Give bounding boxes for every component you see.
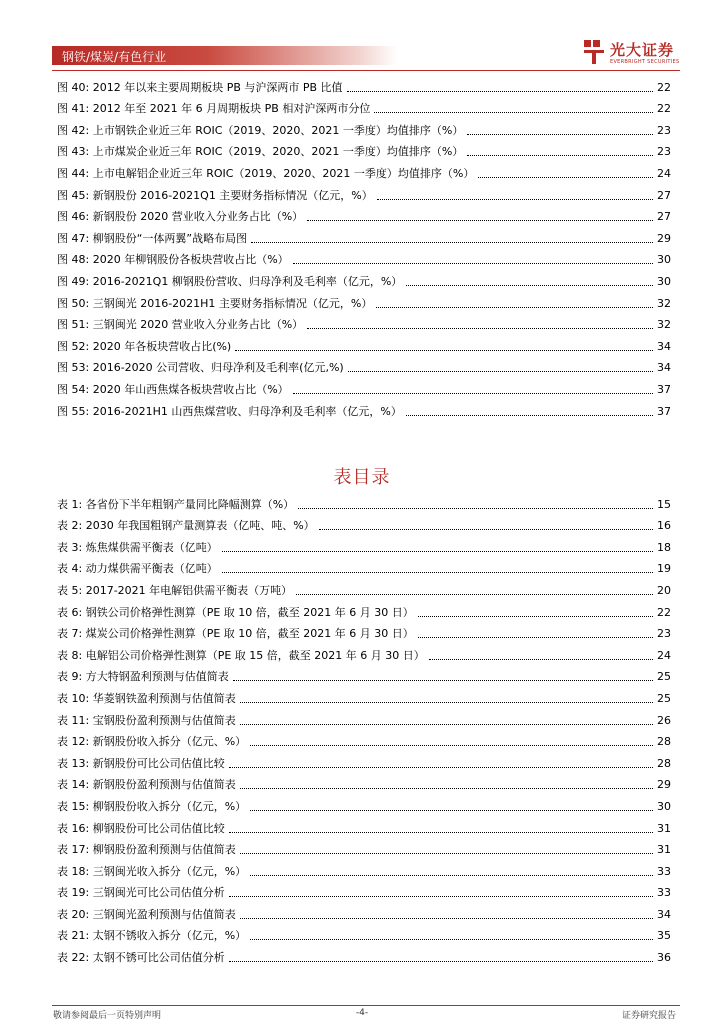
figure-entry-page: 24 — [657, 166, 671, 180]
figure-entry-label: 图 53: — [57, 361, 90, 375]
dot-leader — [250, 939, 653, 940]
table-entry-page: 26 — [657, 713, 671, 727]
table-entry-page: 34 — [657, 907, 671, 921]
figure-entry[interactable] — [57, 311, 670, 333]
table-entry-title — [57, 498, 294, 512]
table-entry[interactable] — [57, 555, 670, 577]
table-entry-text: 钢铁公司价格弹性测算（PE 取 10 倍，截至 2021 年 6 月 30 日） — [85, 605, 414, 619]
table-entry-page: 28 — [657, 756, 671, 770]
figure-entry-label: 图 40: — [57, 80, 90, 94]
figure-entry-label: 图 54: — [57, 382, 90, 396]
dot-leader — [235, 350, 653, 351]
table-entry-title — [57, 735, 246, 749]
table-entry-label: 表 17: — [57, 843, 90, 857]
figure-entry-label: 图 43: — [57, 145, 90, 159]
figure-entry-page: 29 — [657, 231, 671, 245]
table-entry-page: 22 — [657, 605, 671, 619]
figure-entry-label: 图 50: — [57, 296, 90, 310]
figure-entry-text: 上市电解铝企业近三年 ROIC（2019、2020、2021 一季度）均值排序（%） — [92, 166, 475, 180]
table-entry-page: 18 — [657, 540, 671, 554]
table-entry-label: 表 8: — [57, 648, 83, 662]
table-entry-text: 太钢不锈收入拆分（亿元，%） — [92, 929, 247, 943]
table-entry-label: 表 6: — [57, 605, 83, 619]
figure-entry-title — [57, 124, 463, 138]
figure-entry-text: 2020 年山西焦煤各板块营收占比（%） — [92, 382, 289, 396]
dot-leader — [298, 508, 653, 509]
table-entry-page: 28 — [657, 735, 671, 749]
table-entry-page: 29 — [657, 778, 671, 792]
table-entry-page: 15 — [657, 497, 671, 511]
table-entry-text: 宝钢股份盈利预测与估值简表 — [92, 713, 236, 727]
figure-entry-title — [57, 340, 231, 354]
figure-entry-text: 上市煤炭企业近三年 ROIC（2019、2020、2021 一季度）均值排序（%） — [92, 145, 464, 159]
table-entry-title — [57, 778, 236, 792]
figure-entry[interactable] — [57, 332, 670, 354]
table-entry-title — [57, 908, 236, 922]
header-sector-label: 钢铁/煤炭/有色行业 — [62, 50, 167, 64]
table-entry-text: 炼焦煤供需平衡表（亿吨） — [85, 540, 218, 554]
figure-entry-page: 32 — [657, 318, 671, 332]
table-entry-label: 表 4: — [57, 562, 83, 576]
figure-entry[interactable] — [57, 159, 670, 181]
table-entry-text: 2030 年我国粗钢产量测算表（亿吨、吨、%） — [85, 519, 315, 533]
figure-entry-text: 2020 年各板块营收占比(%) — [92, 339, 232, 353]
table-entry-title — [57, 757, 225, 771]
figure-entry-text: 三钢闽光 2016-2021H1 主要财务指标情况（亿元，%） — [92, 296, 373, 310]
table-entry[interactable] — [57, 922, 670, 944]
dot-leader — [222, 551, 653, 552]
dot-leader — [418, 616, 653, 617]
figure-entry-label: 图 48: — [57, 253, 90, 267]
figure-entry-title — [57, 405, 402, 419]
table-entry-title — [57, 822, 225, 836]
dot-leader — [229, 767, 653, 768]
table-entry-title — [57, 865, 246, 879]
table-entry[interactable] — [57, 771, 670, 793]
dot-leader — [240, 724, 653, 725]
footer-report-type: 证券研究报告 — [621, 1011, 676, 1021]
table-entry-text: 太钢不锈可比公司估值分析 — [92, 951, 225, 965]
dot-leader — [376, 307, 653, 308]
table-entry-page: 33 — [657, 864, 671, 878]
figure-entry-page: 22 — [657, 80, 671, 94]
dot-leader — [467, 134, 653, 135]
table-entry-label: 表 15: — [57, 799, 90, 813]
figure-entry[interactable] — [57, 354, 670, 376]
figure-entry-page: 23 — [657, 145, 671, 159]
dot-leader — [229, 896, 653, 897]
table-list — [57, 490, 670, 965]
table-entry-text: 新钢股份可比公司估值比较 — [92, 756, 225, 770]
dot-leader — [240, 918, 653, 919]
figure-entry-page: 37 — [657, 382, 671, 396]
figure-entry[interactable] — [57, 224, 670, 246]
table-entry[interactable] — [57, 533, 670, 555]
table-entry-text: 三钢闽光盈利预测与估值简表 — [92, 907, 236, 921]
table-entry-label: 表 19: — [57, 886, 90, 900]
dot-leader — [406, 415, 653, 416]
table-entry[interactable] — [57, 706, 670, 728]
table-entry-label: 表 5: — [57, 583, 83, 597]
figure-entry[interactable] — [57, 138, 670, 160]
dot-leader — [319, 529, 653, 530]
table-entry-label: 表 12: — [57, 735, 90, 749]
table-entry-title — [57, 800, 246, 814]
table-entry-title — [57, 886, 225, 900]
table-section-title: 表目录 — [333, 467, 391, 488]
table-entry-page: 19 — [657, 562, 671, 576]
table-entry-label: 表 22: — [57, 951, 90, 965]
dot-leader — [250, 810, 653, 811]
table-entry-title — [57, 843, 236, 857]
figure-entry-label: 图 49: — [57, 274, 90, 288]
dot-leader — [250, 745, 653, 746]
table-entry-label: 表 20: — [57, 907, 90, 921]
figure-entry-label: 图 46: — [57, 210, 90, 224]
figure-entry-title — [57, 275, 402, 289]
figure-entry-text: 2012 年至 2021 年 6 月周期板块 PB 相对沪深两市分位 — [92, 102, 371, 116]
table-entry[interactable] — [57, 749, 670, 771]
figure-entry-text: 2016-2020 公司营收、归母净利及毛利率(亿元,%) — [92, 361, 344, 375]
table-entry-title — [57, 692, 236, 706]
table-entry-label: 表 10: — [57, 691, 90, 705]
figure-entry[interactable] — [57, 289, 670, 311]
figure-entry-text: 2020 年柳钢股份各板块营收占比（%） — [92, 253, 289, 267]
figure-entry-label: 图 55: — [57, 404, 90, 418]
header-divider — [52, 70, 680, 71]
table-entry-label: 表 9: — [57, 670, 83, 684]
table-entry-text: 柳钢股份可比公司估值比较 — [92, 821, 225, 835]
table-entry-title — [57, 649, 425, 663]
table-entry-label: 表 21: — [57, 929, 90, 943]
dot-leader — [429, 659, 653, 660]
table-entry-label: 表 14: — [57, 778, 90, 792]
table-entry-title — [57, 714, 236, 728]
figure-entry-page: 34 — [657, 339, 671, 353]
table-entry-label: 表 13: — [57, 756, 90, 770]
figure-entry-title — [57, 167, 474, 181]
figure-entry-page: 27 — [657, 188, 671, 202]
figure-entry-title — [57, 232, 247, 246]
table-entry-title — [57, 929, 246, 943]
dot-leader — [467, 155, 653, 156]
table-entry-title — [57, 627, 414, 641]
figure-entry-text: 2012 年以来主要周期板块 PB 与沪深两市 PB 比值 — [92, 80, 343, 94]
figure-entry-title — [57, 210, 303, 224]
table-entry-page: 16 — [657, 519, 671, 533]
table-entry[interactable] — [57, 663, 670, 685]
table-entry[interactable] — [57, 879, 670, 901]
figure-entry[interactable] — [57, 95, 670, 117]
table-entry-text: 新钢股份收入拆分（亿元、%） — [92, 735, 247, 749]
dot-leader — [240, 853, 653, 854]
header-sector-bar — [52, 46, 397, 65]
table-entry-text: 柳钢股份盈利预测与估值简表 — [92, 843, 236, 857]
dot-leader — [229, 832, 653, 833]
table-entry-title — [57, 519, 315, 533]
table-entry[interactable] — [57, 576, 670, 598]
dot-leader — [307, 328, 653, 329]
figure-entry-title — [57, 383, 289, 397]
dot-leader — [374, 112, 653, 113]
figure-entry-label: 图 45: — [57, 188, 90, 202]
dot-leader — [296, 594, 653, 595]
table-entry-label: 表 11: — [57, 713, 90, 727]
figure-entry-page: 32 — [657, 296, 671, 310]
brand-logo-icon — [582, 38, 608, 66]
figure-entry-text: 上市钢铁企业近三年 ROIC（2019、2020、2021 一季度）均值排序（%） — [92, 123, 464, 137]
table-entry-page: 31 — [657, 843, 671, 857]
table-entry-page: 35 — [657, 929, 671, 943]
dot-leader — [406, 285, 653, 286]
figure-entry-page: 34 — [657, 361, 671, 375]
figure-entry[interactable] — [57, 116, 670, 138]
figure-entry[interactable] — [57, 73, 670, 95]
table-entry-label: 表 1: — [57, 497, 83, 511]
table-entry[interactable] — [57, 490, 670, 512]
dot-leader — [478, 177, 653, 178]
figure-entry-label: 图 41: — [57, 102, 90, 116]
figure-entry-title — [57, 297, 372, 311]
footer-page-number: -4- — [355, 1008, 369, 1018]
table-entry-page: 36 — [657, 951, 671, 965]
figure-entry[interactable] — [57, 203, 670, 225]
figure-entry[interactable] — [57, 375, 670, 397]
figure-entry-text: 新钢股份 2020 营业收入分业务占比（%） — [92, 210, 304, 224]
table-entry-page: 25 — [657, 691, 671, 705]
table-entry-page: 25 — [657, 670, 671, 684]
table-entry[interactable] — [57, 598, 670, 620]
table-entry-page: 30 — [657, 799, 671, 813]
figure-entry[interactable] — [57, 181, 670, 203]
table-entry-text: 动力煤供需平衡表（亿吨） — [85, 562, 218, 576]
table-entry-page: 33 — [657, 886, 671, 900]
figure-entry-text: 柳钢股份“一体两翼”战略布局图 — [92, 231, 248, 245]
figure-entry-label: 图 42: — [57, 123, 90, 137]
table-entry-label: 表 7: — [57, 627, 83, 641]
footer-divider — [52, 1005, 680, 1006]
table-entry[interactable] — [57, 857, 670, 879]
table-entry-title — [57, 541, 218, 555]
figure-entry-title — [57, 361, 344, 375]
brand-logo — [582, 38, 682, 70]
table-entry-text: 各省份下半年粗钢产量同比降幅测算（%） — [85, 497, 295, 511]
figure-entry[interactable] — [57, 267, 670, 289]
figure-entry-text: 新钢股份 2016-2021Q1 主要财务指标情况（亿元，%） — [92, 188, 373, 202]
figure-entry-label: 图 52: — [57, 339, 90, 353]
brand-subtitle: EVERBRIGHT SECURITIES — [610, 59, 680, 65]
footer-disclaimer: 敬请参阅最后一页特别声明 — [53, 1011, 162, 1021]
dot-leader — [377, 199, 653, 200]
dot-leader — [222, 572, 653, 573]
dot-leader — [307, 220, 653, 221]
table-entry-page: 20 — [657, 583, 671, 597]
table-entry-text: 新钢股份盈利预测与估值简表 — [92, 778, 236, 792]
table-entry-label: 表 3: — [57, 540, 83, 554]
table-entry[interactable] — [57, 943, 670, 965]
figure-entry-page: 22 — [657, 102, 671, 116]
figure-entry-title — [57, 102, 370, 116]
table-entry-text: 柳钢股份收入拆分（亿元，%） — [92, 799, 247, 813]
table-entry-text: 2017-2021 年电解铝供需平衡表（万吨） — [85, 583, 293, 597]
brand-name: 光大证券 — [610, 41, 675, 59]
figure-list — [57, 73, 670, 419]
table-entry-label: 表 18: — [57, 864, 90, 878]
dot-leader — [293, 393, 653, 394]
table-entry-text: 电解铝公司价格弹性测算（PE 取 15 倍，截至 2021 年 6 月 30 日） — [85, 648, 425, 662]
table-entry-text: 华菱钢铁盈利预测与估值简表 — [92, 691, 236, 705]
table-entry-page: 31 — [657, 821, 671, 835]
figure-entry-title — [57, 81, 343, 95]
table-entry-title — [57, 606, 414, 620]
figure-entry-text: 三钢闽光 2020 营业收入分业务占比（%） — [92, 318, 304, 332]
table-entry-page: 23 — [657, 627, 671, 641]
table-entry-label: 表 16: — [57, 821, 90, 835]
figure-entry-page: 23 — [657, 123, 671, 137]
dot-leader — [251, 242, 653, 243]
figure-entry-label: 图 51: — [57, 318, 90, 332]
figure-entry-label: 图 47: — [57, 231, 90, 245]
table-entry-label: 表 2: — [57, 519, 83, 533]
table-entry[interactable] — [57, 684, 670, 706]
table-entry-text: 三钢闽光可比公司估值分析 — [92, 886, 225, 900]
figure-entry-page: 37 — [657, 404, 671, 418]
table-entry-title — [57, 670, 229, 684]
figure-entry-title — [57, 145, 463, 159]
table-entry[interactable] — [57, 814, 670, 836]
table-entry[interactable] — [57, 620, 670, 642]
figure-entry-text: 2016-2021H1 山西焦煤营收、归母净利及毛利率（亿元，%） — [92, 404, 402, 418]
figure-entry[interactable] — [57, 397, 670, 419]
figure-entry-title — [57, 253, 289, 267]
dot-leader — [240, 702, 653, 703]
dot-leader — [240, 788, 653, 789]
table-entry-text: 煤炭公司价格弹性测算（PE 取 10 倍，截至 2021 年 6 月 30 日） — [85, 627, 414, 641]
dot-leader — [418, 637, 653, 638]
table-entry-text: 方大特钢盈利预测与估值简表 — [85, 670, 229, 684]
figure-entry-page: 30 — [657, 253, 671, 267]
dot-leader — [229, 961, 653, 962]
table-entry[interactable] — [57, 792, 670, 814]
table-entry-text: 三钢闽光收入拆分（亿元，%） — [92, 864, 247, 878]
figure-entry-text: 2016-2021Q1 柳钢股份营收、归母净利及毛利率（亿元，%） — [92, 274, 403, 288]
dot-leader — [233, 680, 653, 681]
figure-entry-page: 30 — [657, 274, 671, 288]
dot-leader — [347, 91, 653, 92]
table-entry-title — [57, 584, 292, 598]
dot-leader — [348, 371, 653, 372]
table-entry-title — [57, 951, 225, 965]
table-entry-page: 24 — [657, 648, 671, 662]
figure-entry-page: 27 — [657, 210, 671, 224]
figure-entry[interactable] — [57, 246, 670, 268]
table-entry[interactable] — [57, 641, 670, 663]
dot-leader — [250, 875, 653, 876]
figure-entry-label: 图 44: — [57, 166, 90, 180]
table-entry-title — [57, 562, 218, 576]
figure-entry-title — [57, 189, 373, 203]
table-entry[interactable] — [57, 836, 670, 858]
table-entry[interactable] — [57, 728, 670, 750]
table-entry[interactable] — [57, 512, 670, 534]
figure-entry-title — [57, 318, 303, 332]
dot-leader — [293, 263, 653, 264]
table-entry[interactable] — [57, 900, 670, 922]
